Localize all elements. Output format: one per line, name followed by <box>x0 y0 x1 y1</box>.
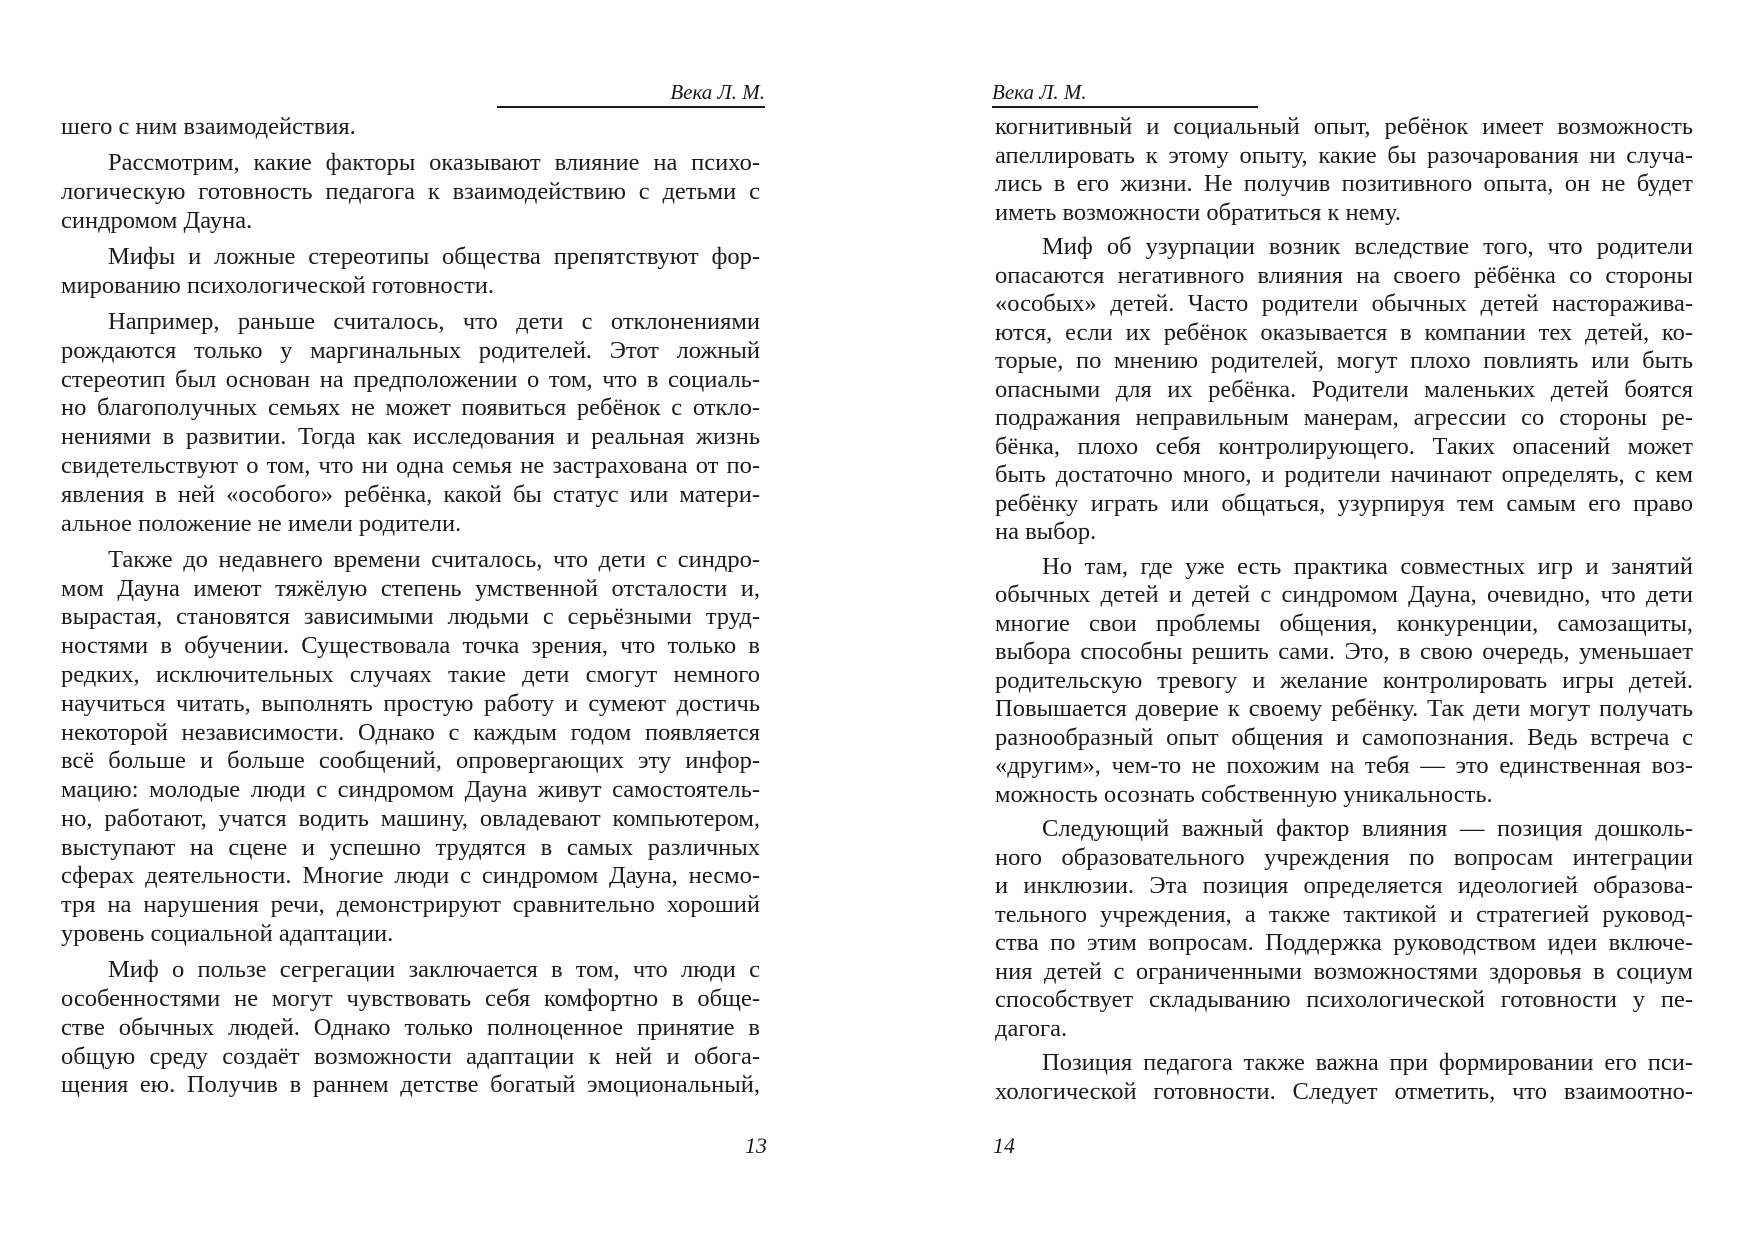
text-line: опасными для их ребёнка. Родители маленьких детей боятся <box>995 375 1693 403</box>
text-line: многие свои проблемы общения, конкуренции, самозащиты, <box>995 609 1693 637</box>
text-line: но благополучных семьях не может появиться ребёнок с откло- <box>61 394 760 422</box>
text-line: ются, если их ребёнок оказывается в компании тех детей, ко- <box>995 318 1693 346</box>
text-line: мацию: молодые люди с синдромом Дауна живут самостоятель- <box>61 776 760 804</box>
paragraph <box>995 233 1693 547</box>
text-line: ностями в обучении. Существовала точка зрения, что только в <box>61 632 760 660</box>
text-line: выступают на сцене и успешно трудятся в самых различных <box>61 833 760 861</box>
text-line: хологической готовности. Следует отметить, что взаимоотно- <box>995 1077 1693 1105</box>
text-line: редких, исключительных случаях такие дети смогут немного <box>61 660 760 688</box>
text-line: разнообразный опыт общения и самопознания. Ведь встреча с <box>995 723 1693 751</box>
page-number: 14 <box>993 1133 1015 1158</box>
text-line: «особых» детей. Часто родители обычных детей насторажива- <box>995 290 1693 317</box>
paragraph <box>61 243 760 301</box>
text-line: опасаются негативного влияния на своего рёбёнка со стороны <box>995 261 1693 289</box>
paragraph <box>995 1049 1693 1106</box>
text-line: научиться читать, выполнять простую работу и сумеют достичь <box>61 689 760 717</box>
text-line: всё больше и больше сообщений, опровергающих эту инфор- <box>61 747 760 775</box>
text-line: ния детей с ограниченными возможностями здоровья в социум <box>995 957 1693 985</box>
text-line: когнитивный и социальный опыт, ребёнок имеет возможность <box>995 113 1693 140</box>
text-line: явления в ней «особого» ребёнка, какой бы статус или матери- <box>61 480 760 508</box>
text-line: Также до недавнего времени считалось, что дети с синдро- <box>108 545 760 573</box>
text-line: и инклюзии. Эта позиция определяется идеологией образова- <box>995 872 1693 899</box>
text-line: Следующий важный фактор влияния — позиция дошколь- <box>1042 815 1693 842</box>
text-line: общую среду создаёт возможности адаптации к ней и обога- <box>61 1042 760 1070</box>
text-line: «другим», чем-то не похожим на тебя — это единственная воз- <box>995 752 1693 779</box>
running-head-author: Века Л. М. <box>992 80 1258 108</box>
text-line: ного образовательного учреждения по вопросам интеграции <box>995 843 1693 871</box>
text-line: рождаются только у маргинальных родителей. Этот ложный <box>61 336 760 364</box>
text-line: Но там, где уже есть практика совместных игр и занятий <box>1042 552 1693 580</box>
page-body <box>995 113 1693 1106</box>
text-line: вырастая, становятся зависимыми людьми с серьёзными труд- <box>61 603 760 631</box>
text-line: некоторой независимости. Однако с каждым годом появляется <box>61 718 760 746</box>
page-number: 13 <box>745 1133 767 1158</box>
text-line: щения ею. Получив в раннем детстве богатый эмоциональный, <box>61 1071 760 1099</box>
text-line: тельного учреждения, а также тактикой и стратегией руковод- <box>995 900 1693 928</box>
text-line: иметь возможности обратиться к нему. <box>995 198 1401 226</box>
text-line: свидетельствуют о том, что ни одна семья не застрахована от по- <box>61 451 760 479</box>
text-line: на выбор. <box>995 518 1097 545</box>
paragraph <box>61 546 760 949</box>
text-line: Миф об узурпации возник вследствие того, что родители <box>1042 233 1693 260</box>
text-line: Повышается доверие к своему ребёнку. Так дети могут получать <box>995 695 1693 722</box>
paragraph <box>995 113 1693 227</box>
text-line: но, работают, учатся водить машину, овладевают компьютером, <box>61 804 760 832</box>
text-line: дагога. <box>995 1014 1068 1042</box>
text-line: Мифы и ложные стереотипы общества препятствуют фор- <box>108 242 760 270</box>
text-line: сферах деятельности. Многие люди с синдромом Дауна, несмо- <box>61 862 760 890</box>
running-head-author: Века Л. М. <box>497 80 765 108</box>
text-line: шего с ним взаимодействия. <box>61 113 356 140</box>
text-line: торые, по мнению родителей, могут плохо повлиять или быть <box>995 347 1693 374</box>
paragraph <box>61 149 760 235</box>
right-page <box>877 0 1754 1240</box>
text-line: Позиция педагога также важна при формировании его пси- <box>1042 1049 1693 1076</box>
text-line: Например, раньше считалось, что дети с отклонениями <box>108 307 760 335</box>
paragraph <box>61 113 760 142</box>
paragraph <box>61 956 760 1100</box>
text-line: особенностями не могут чувствовать себя комфортно в обще- <box>61 985 760 1013</box>
text-line: можность осознать собственную уникальность. <box>995 780 1493 808</box>
paragraph <box>995 553 1693 810</box>
text-line: синдромом Дауна. <box>61 206 253 234</box>
text-line: Миф о пользе сегрегации заключается в том, что люди с <box>108 956 760 984</box>
text-line: стереотип был основан на предположении о том, что в социаль- <box>61 365 760 393</box>
text-line: уровень социальной адаптации. <box>61 920 394 948</box>
text-line: нениями в развитии. Тогда как исследования и реальная жизнь <box>61 423 760 451</box>
text-line: быть достаточно много, и родители начинают определять, с кем <box>995 461 1693 488</box>
text-line: мом Дауна имеют тяжёлую степень умственной отсталости и, <box>61 574 760 602</box>
paragraph <box>61 308 760 538</box>
text-line: тря на нарушения речи, демонстрируют сравнительно хороший <box>61 891 760 919</box>
text-line: лись в его жизни. Не получив позитивного опыта, он не будет <box>995 170 1693 197</box>
text-line: мированию психологической готовности. <box>61 271 495 299</box>
text-line: апеллировать к этому опыту, какие бы разочарования ни случа- <box>995 141 1693 169</box>
text-line: выбора способны решить сами. Это, в свою очередь, уменьшает <box>995 638 1693 665</box>
text-line: подражания неправильным манерам, агрессии со стороны ре- <box>995 404 1693 431</box>
paragraph <box>995 815 1693 1043</box>
text-line: стве обычных людей. Однако только полноценное принятие в <box>61 1013 760 1041</box>
page-body <box>61 113 760 1100</box>
text-line: родительскую тревогу и желание контролировать игры детей. <box>995 666 1693 694</box>
text-line: Рассмотрим, какие факторы оказывают влияние на психо- <box>108 149 760 177</box>
text-line: альное положение не имели родители. <box>61 509 462 537</box>
text-line: ребёнку играть или общаться, узурпируя тем самым его право <box>995 489 1693 517</box>
text-line: логическую готовность педагога к взаимодействию с детьми с <box>61 177 760 205</box>
text-line: ства по этим вопросам. Поддержка руководством идеи включе- <box>995 929 1693 956</box>
text-line: способствует складыванию психологической готовности у пе- <box>995 986 1693 1013</box>
text-line: обычных детей и детей с синдромом Дауна, очевидно, что дети <box>995 581 1693 608</box>
text-line: бёнка, плохо себя контролирующего. Таких опасений может <box>995 432 1693 460</box>
